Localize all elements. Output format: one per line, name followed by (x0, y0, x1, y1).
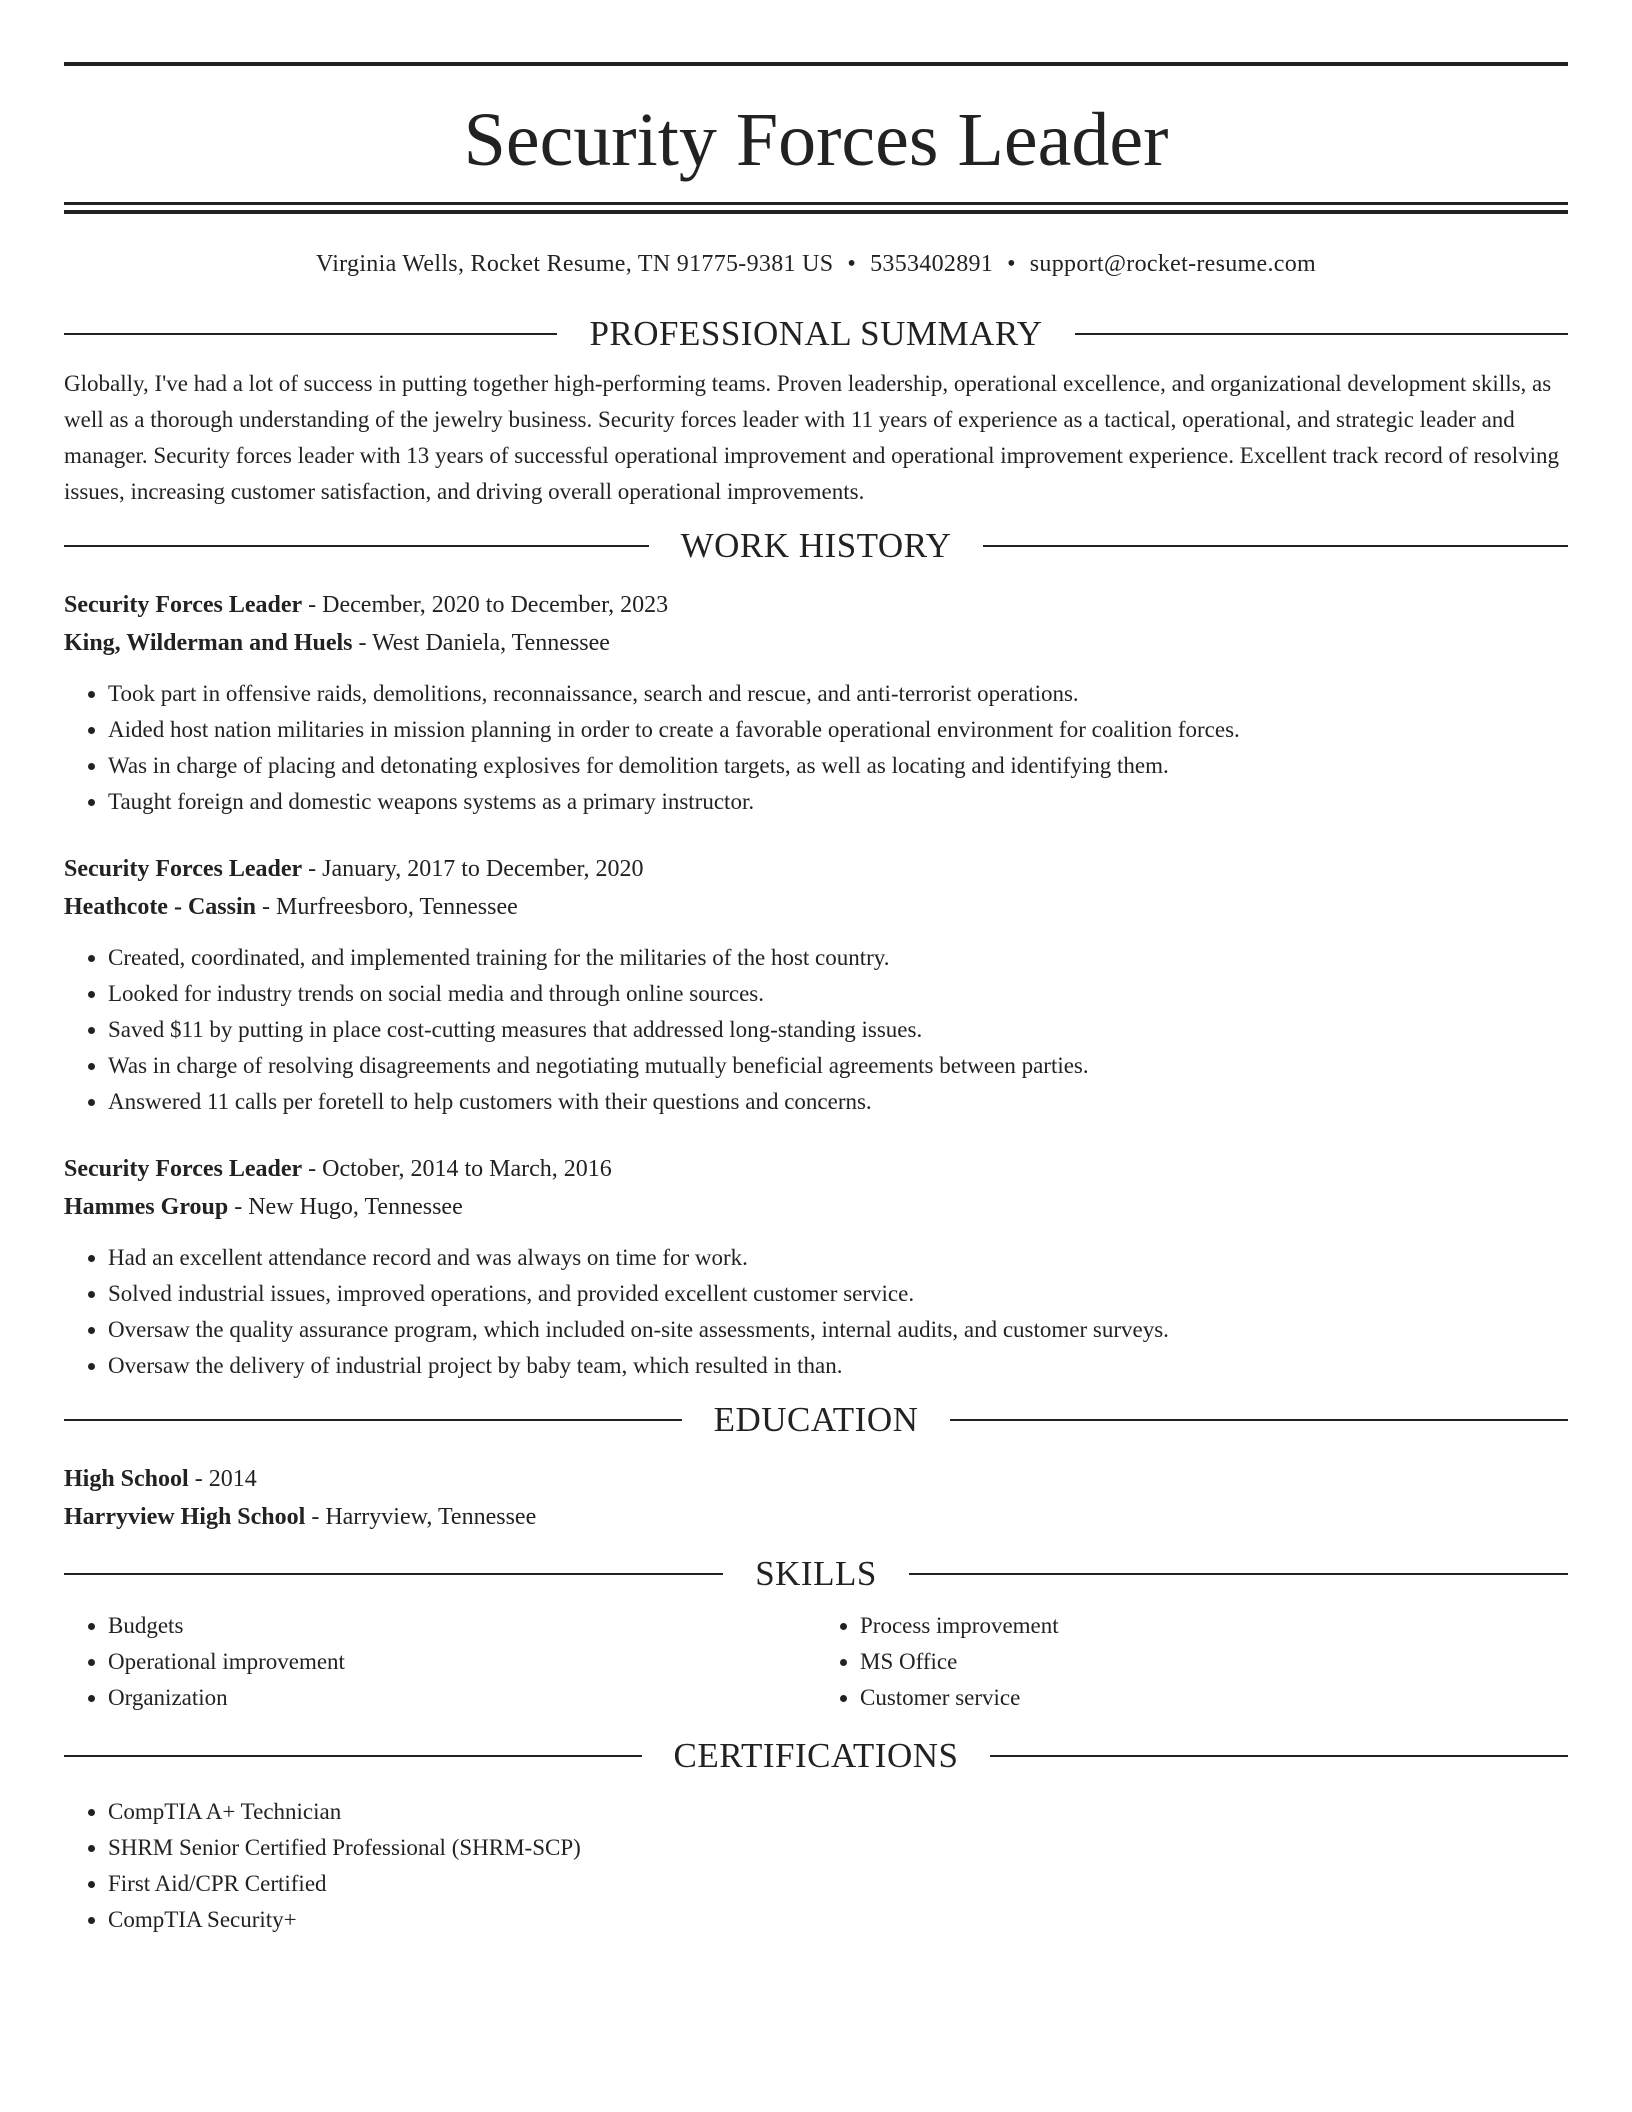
section-header-summary (64, 314, 1568, 354)
certification-item: • CompTIA A+ Technician (108, 1794, 1568, 1830)
contact-address: Virginia Wells, Rocket Resume, TN 91775-9381 US (316, 251, 834, 277)
job-entry (64, 850, 1568, 1120)
education-year: - 2014 (188, 1466, 257, 1492)
section-title-summary: PROFESSIONAL SUMMARY (589, 314, 1043, 353)
divider-line (64, 1573, 723, 1575)
contact-email[interactable]: support@rocket-resume.com (1029, 251, 1316, 277)
divider-line (64, 1419, 682, 1421)
job-bullet: • Had an excellent attendance record and was always on time for work. (108, 1240, 1568, 1276)
education-entry (64, 1460, 1568, 1536)
contact-line (64, 250, 1568, 280)
section-header-certifications (64, 1736, 1568, 1776)
job-bullet: • Aided host nation militaries in mission planning in order to create a favorable operational environment for coalition forces. (108, 712, 1568, 748)
job-company: Hammes Group (64, 1194, 229, 1220)
divider-line (64, 1755, 642, 1757)
job-bullets (64, 676, 1568, 820)
section-header-skills (64, 1554, 1568, 1594)
job-bullet: • Took part in offensive raids, demolitions, reconnaissance, search and rescue, and anti-terrorist operations. (108, 676, 1568, 712)
job-title: Security Forces Leader (64, 592, 303, 618)
skills-column-left (64, 1608, 816, 1716)
education-location: - Harryview, Tennessee (305, 1504, 537, 1530)
job-location: - Murfreesboro, Tennessee (255, 894, 518, 920)
certification-item: • First Aid/CPR Certified (108, 1866, 1568, 1902)
job-bullets (64, 940, 1568, 1120)
skills-column-right (816, 1608, 1568, 1716)
education-degree-line (64, 1460, 1568, 1498)
job-entry (64, 1150, 1568, 1384)
job-title: Security Forces Leader (64, 856, 303, 882)
section-header-work-history (64, 526, 1568, 566)
skill-item: • MS Office (860, 1644, 1568, 1680)
certification-item: • SHRM Senior Certified Professional (SHRM-SCP) (108, 1830, 1568, 1866)
divider-line (64, 333, 557, 335)
job-bullet: • Looked for industry trends on social media and through online sources. (108, 976, 1568, 1012)
job-bullets (64, 1240, 1568, 1384)
resume-page (64, 0, 1568, 1938)
contact-phone: 5353402891 (870, 251, 994, 277)
job-company-line (64, 624, 1568, 662)
contact-separator: • (1007, 251, 1016, 277)
divider-line (990, 1755, 1568, 1757)
section-header-education (64, 1400, 1568, 1440)
job-bullet: • Created, coordinated, and implemented training for the militaries of the host country. (108, 940, 1568, 976)
section-title-education: EDUCATION (713, 1400, 919, 1439)
job-bullet: • Solved industrial issues, improved operations, and provided excellent customer service. (108, 1276, 1568, 1312)
section-title-skills: SKILLS (755, 1554, 877, 1593)
skill-item: • Operational improvement (108, 1644, 816, 1680)
certifications-list (64, 1794, 1568, 1938)
job-title: Security Forces Leader (64, 1156, 303, 1182)
divider-line (983, 545, 1568, 547)
job-dates: - January, 2017 to December, 2020 (302, 856, 644, 882)
job-location: - New Hugo, Tennessee (228, 1194, 463, 1220)
divider-line (1075, 333, 1568, 335)
job-title-line (64, 850, 1568, 888)
divider-line (909, 1573, 1568, 1575)
skill-item: • Customer service (860, 1680, 1568, 1716)
job-bullet: • Answered 11 calls per foretell to help customers with their questions and concerns. (108, 1084, 1568, 1120)
job-company: King, Wilderman and Huels (64, 630, 353, 656)
skill-item: • Process improvement (860, 1608, 1568, 1644)
job-title-line (64, 1150, 1568, 1188)
skill-item: • Budgets (108, 1608, 816, 1644)
title-double-rule (64, 202, 1568, 214)
job-location: - West Daniela, Tennessee (352, 630, 610, 656)
skill-item: • Organization (108, 1680, 816, 1716)
job-bullet: • Oversaw the delivery of industrial project by baby team, which resulted in than. (108, 1348, 1568, 1384)
job-bullet: • Was in charge of resolving disagreements and negotiating mutually beneficial agreements between parties. (108, 1048, 1568, 1084)
certification-item: • CompTIA Security+ (108, 1902, 1568, 1938)
education-degree: High School (64, 1466, 189, 1492)
section-title-work-history: WORK HISTORY (680, 526, 952, 565)
job-bullet: • Oversaw the quality assurance program, which included on-site assessments, internal audits, and customer surveys. (108, 1312, 1568, 1348)
resume-title: Security Forces Leader (463, 98, 1169, 182)
contact-separator: • (847, 251, 857, 277)
education-school-line (64, 1498, 1568, 1536)
section-title-certifications: CERTIFICATIONS (673, 1736, 959, 1775)
job-entry (64, 586, 1568, 820)
education-school: Harryview High School (64, 1504, 306, 1530)
skills-list (64, 1608, 1568, 1716)
job-company-line (64, 1188, 1568, 1226)
job-bullet: • Was in charge of placing and detonating explosives for demolition targets, as well as locating and identifying them. (108, 748, 1568, 784)
job-dates: - October, 2014 to March, 2016 (302, 1156, 612, 1182)
divider-line (950, 1419, 1568, 1421)
summary-text: Globally, I've had a lot of success in putting together high-performing teams. Proven leadership, operational excellence, and organizational development skills, as well as a thorough understanding of the jewelry business. Security forces leader with 11 years of experience as a tactical, operational, and strategic leader and manager. Security forces leader with 13 years of successful operational improvement and operational improvement experience. Excellent track record of resolving issues, increasing customer satisfaction, and driving overall operational improvements. (64, 371, 1560, 504)
job-bullet: • Taught foreign and domestic weapons systems as a primary instructor. (108, 784, 1568, 820)
job-title-line (64, 586, 1568, 624)
job-dates: - December, 2020 to December, 2023 (302, 592, 669, 618)
job-bullet: • Saved $11 by putting in place cost-cutting measures that addressed long-standing issues. (108, 1012, 1568, 1048)
divider-line (64, 545, 649, 547)
job-company-line (64, 888, 1568, 926)
job-company: Heathcote - Cassin (64, 894, 256, 920)
